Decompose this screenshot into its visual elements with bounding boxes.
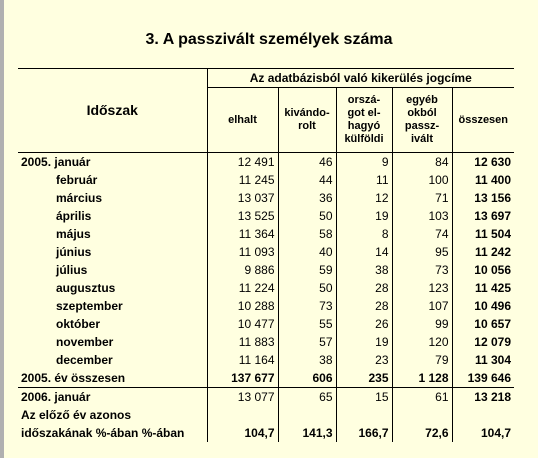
cell-osszesen: 13 156	[452, 189, 514, 207]
cell-orszagot-elhagyo: 28	[336, 279, 392, 297]
cell-orszagot-elhagyo: 15	[336, 388, 392, 407]
cell-orszagot-elhagyo: 19	[336, 207, 392, 225]
row-label: február	[56, 172, 98, 187]
cell-kivandorolt: 38	[278, 351, 336, 369]
cell-egyeb: 79	[392, 351, 452, 369]
col-header-osszesen: összesen	[452, 88, 514, 153]
cell-elhalt: 104,7	[207, 424, 278, 442]
table-row	[18, 207, 514, 225]
cell-orszagot-elhagyo: 8	[336, 225, 392, 243]
cell-elhalt: 9 886	[207, 261, 278, 279]
cell-elhalt: 137 677	[207, 369, 278, 388]
col-header-elhalt: elhalt	[207, 88, 278, 153]
cell-osszesen: 11 242	[452, 243, 514, 261]
cell-osszesen: 11 304	[452, 351, 514, 369]
table-row	[18, 189, 514, 207]
cell-kivandorolt: 65	[278, 388, 336, 407]
row-label: október	[56, 316, 101, 331]
cell-elhalt: 11 093	[207, 243, 278, 261]
cell-elhalt: 11 364	[207, 225, 278, 243]
cell-osszesen: 13 697	[452, 207, 514, 225]
percent-row-1	[18, 406, 514, 424]
cell-egyeb: 1 128	[392, 369, 452, 388]
cell-orszagot-elhagyo: 23	[336, 351, 392, 369]
header-row-top	[18, 69, 514, 88]
cell-egyeb: 103	[392, 207, 452, 225]
col-header-kivandorolt: kivándo-rolt	[278, 88, 336, 153]
cell-kivandorolt: 36	[278, 189, 336, 207]
cell-osszesen: 11 425	[452, 279, 514, 297]
table-row	[18, 279, 514, 297]
total-row	[18, 369, 514, 388]
cell-orszagot-elhagyo: 166,7	[336, 424, 392, 442]
table-row	[18, 153, 514, 172]
row-label: 2005. év összesen	[21, 370, 126, 385]
cell-orszagot-elhagyo: 38	[336, 261, 392, 279]
cell-kivandorolt: 40	[278, 243, 336, 261]
cell-egyeb: 61	[392, 388, 452, 407]
percent-label-line1: Az előző év azonos	[21, 407, 132, 422]
cell-orszagot-elhagyo: 28	[336, 297, 392, 315]
group-header: Az adatbázisból való kikerülés jogcíme	[207, 69, 514, 88]
cell-egyeb: 74	[392, 225, 452, 243]
table-row	[18, 315, 514, 333]
cell-kivandorolt: 58	[278, 225, 336, 243]
cell-orszagot-elhagyo: 9	[336, 153, 392, 172]
cell-kivandorolt: 606	[278, 369, 336, 388]
cell-kivandorolt: 141,3	[278, 424, 336, 442]
cell-elhalt: 10 288	[207, 297, 278, 315]
cell-elhalt: 13 525	[207, 207, 278, 225]
cell-egyeb: 73	[392, 261, 452, 279]
left-border	[0, 0, 4, 458]
row-label: szeptember	[56, 298, 123, 313]
row-label: március	[56, 190, 103, 205]
row-label: november	[56, 334, 114, 349]
cell-kivandorolt: 57	[278, 333, 336, 351]
table-row	[18, 261, 514, 279]
cell-orszagot-elhagyo: 11	[336, 171, 392, 189]
cell-orszagot-elhagyo: 12	[336, 189, 392, 207]
page-title: 3. A passzivált személyek száma	[145, 31, 393, 48]
cell-osszesen: 139 646	[452, 369, 514, 388]
col-header-orszagot-elhagyo: orszá-got el-hagyó külföldi	[336, 88, 392, 153]
row-label: július	[56, 262, 88, 277]
cell-kivandorolt: 59	[278, 261, 336, 279]
row-label: 2006. január	[18, 388, 207, 407]
cell-osszesen: 11 400	[452, 171, 514, 189]
cell-orszagot-elhagyo: 26	[336, 315, 392, 333]
row-label: június	[56, 244, 92, 259]
cell-elhalt: 13 037	[207, 189, 278, 207]
cell-egyeb: 123	[392, 279, 452, 297]
cell-egyeb: 100	[392, 171, 452, 189]
cell-egyeb: 99	[392, 315, 452, 333]
cell-kivandorolt: 50	[278, 279, 336, 297]
cell-osszesen: 13 218	[452, 388, 514, 407]
cell-egyeb: 95	[392, 243, 452, 261]
data-table	[18, 68, 514, 442]
cell-egyeb: 120	[392, 333, 452, 351]
table-row	[18, 225, 514, 243]
cell-osszesen: 12 079	[452, 333, 514, 351]
cell-kivandorolt: 73	[278, 297, 336, 315]
cell-egyeb: 107	[392, 297, 452, 315]
cell-elhalt: 11 164	[207, 351, 278, 369]
cell-osszesen: 12 630	[452, 153, 514, 172]
cell-elhalt: 11 224	[207, 279, 278, 297]
period-header: Időszak	[18, 69, 207, 153]
cell-kivandorolt: 46	[278, 153, 336, 172]
cell-egyeb: 84	[392, 153, 452, 172]
cell-elhalt: 11 245	[207, 171, 278, 189]
cell-orszagot-elhagyo: 19	[336, 333, 392, 351]
table-row	[18, 333, 514, 351]
cell-osszesen: 10 657	[452, 315, 514, 333]
table-row	[18, 171, 514, 189]
cell-elhalt: 11 883	[207, 333, 278, 351]
row-label: december	[56, 352, 113, 367]
cell-elhalt: 13 077	[207, 388, 278, 407]
cell-orszagot-elhagyo: 14	[336, 243, 392, 261]
jan2006-row	[18, 388, 514, 407]
cell-kivandorolt: 44	[278, 171, 336, 189]
cell-elhalt: 12 491	[207, 153, 278, 172]
row-label: április	[56, 208, 92, 223]
cell-elhalt: 10 477	[207, 315, 278, 333]
col-header-egyeb: egyéb okból passz-ivált	[392, 88, 452, 153]
cell-egyeb: 71	[392, 189, 452, 207]
row-label: augusztus	[56, 280, 116, 295]
row-label: május	[56, 226, 91, 241]
cell-kivandorolt: 50	[278, 207, 336, 225]
cell-osszesen: 11 504	[452, 225, 514, 243]
percent-label-line2: időszakának %-ában %-ában	[21, 425, 185, 440]
table-row	[18, 297, 514, 315]
table-row	[18, 351, 514, 369]
cell-egyeb: 72,6	[392, 424, 452, 442]
percent-row-2	[18, 424, 514, 442]
row-label: 2005. január	[21, 154, 91, 169]
cell-kivandorolt: 55	[278, 315, 336, 333]
cell-osszesen: 10 496	[452, 297, 514, 315]
cell-osszesen: 10 056	[452, 261, 514, 279]
cell-osszesen: 104,7	[452, 424, 514, 442]
table-row	[18, 243, 514, 261]
cell-orszagot-elhagyo: 235	[336, 369, 392, 388]
